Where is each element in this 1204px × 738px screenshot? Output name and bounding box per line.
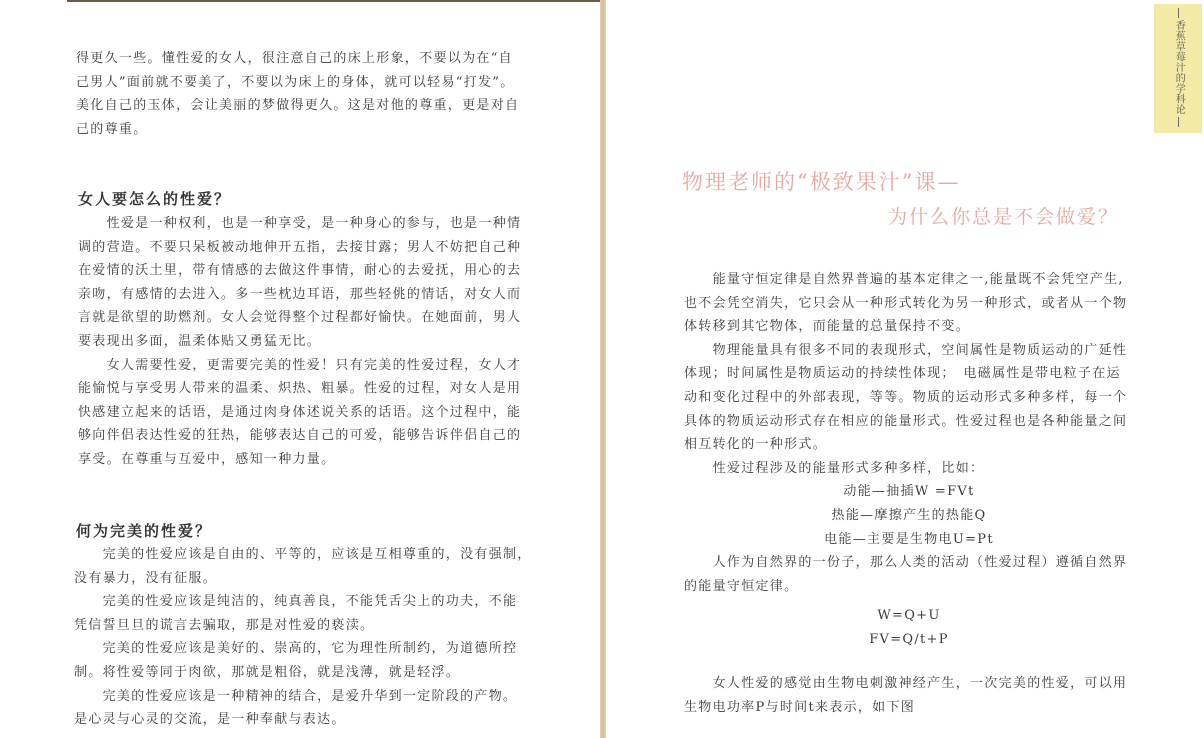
text-line: 体转移到其它物体，而能量的总量保持不变。: [684, 319, 971, 335]
text-line: 己男人”面前就不要美了，不要以为床上的身体，就可以轻易“打发”。: [76, 74, 515, 90]
text-line: 能愉悦与享受男人带来的温柔、炽热、粗暴。性爱的过程，对女人是用: [78, 381, 522, 397]
text-line: 人作为自然界的一份子，那么人类的活动（性爱过程）遵循自然界: [684, 555, 1128, 571]
intro-paragraph: [76, 47, 519, 141]
text-line: 女人需要性爱，更需要完美的性爱！只有完美的性爱过程，女人才: [78, 357, 522, 373]
side-tab-label: 香蕉草莓汁的学科论: [1173, 20, 1185, 115]
energy-item: 热能—摩擦产生的热能Q: [831, 507, 987, 523]
physics-paragraph: [684, 268, 1134, 652]
text-line: 相互转化的一种形式。: [684, 437, 828, 453]
text-line: 性爱过程涉及的能量形式多种多样，比如：: [684, 460, 985, 476]
left-page: [0, 0, 600, 738]
right-page: [606, 0, 1204, 738]
divider: [1178, 8, 1179, 18]
text-line: 得更久一些。懂性爱的女人，很注意自己的床上形象，不要以为在“自: [76, 51, 513, 66]
text-line: 动和变化过程中的外部表现，等等。物质的运动形式多种多样，每一个: [684, 389, 1128, 405]
text-line: 具体的物质运动形式存在相应的能量形式。性爱过程也是各种能量之间: [684, 413, 1128, 429]
text-line: 女人性爱的感觉由生物电刺激神经产生，一次完美的性爱，可以用: [684, 676, 1128, 691]
text-line: 完美的性爱应该是美好的、崇高的，它为理性所制约，为道德所控: [74, 641, 518, 657]
section-body: [74, 543, 532, 732]
text-line: 是心灵与心灵的交流，是一种奉献与表达。: [74, 712, 346, 728]
text-line: 物理能量具有很多不同的表现形式，空间属性是物质运动的广延性: [684, 342, 1128, 358]
text-line: 凭信誓旦旦的谎言去骗取，那是对性爱的亵渎。: [74, 617, 375, 633]
section-heading: 女人要怎么的性爱？: [78, 190, 232, 208]
text-line: 完美的性爱应该是自由的、平等的，应该是互相尊重的，没有强制，: [74, 547, 532, 562]
text-line: 亲吻，有感情的去进入。多一些枕边耳语，那些轻佻的情话，对女人而: [78, 286, 522, 302]
formula: W=Q+U: [877, 608, 941, 624]
text-line: 己的尊重。: [76, 121, 148, 137]
text-line: 的能量守恒定律。: [684, 578, 799, 594]
text-line: 完美的性爱应该是纯洁的，纯真善良，不能凭舌尖上的功夫，不能: [74, 594, 518, 610]
text-line: 也不会凭空消失，它只会从一种形式转化为另一种形式，或者从一个物: [684, 295, 1128, 311]
chapter-title: 物理老师的“极致果汁”课—: [682, 170, 961, 194]
section-heading: 何为完美的性爱？: [76, 522, 213, 540]
text-line: 美化自己的玉体，会让美丽的梦做得更久。这是对他的尊重，更是对自: [76, 98, 520, 114]
energy-item: 动能—抽插W =FVt: [843, 484, 975, 500]
section-body: [78, 212, 521, 472]
text-line: 没有暴力，没有征服。: [74, 570, 218, 586]
text-line: 在爱情的沃土里，带有情感的去做这件事情，耐心的去爱抚，用心的去: [78, 263, 522, 279]
text-line: 性爱是一种权利，也是一种享受，是一种身心的参与，也是一种情: [78, 216, 522, 231]
text-line: 要表现出多面，温柔体贴又勇猛无比。: [78, 333, 322, 349]
chapter-subtitle: 为什么你总是不会做爱？: [888, 206, 1120, 228]
side-tab: [1154, 4, 1202, 133]
text-line: 生物电功率P与时间t来表示，如下图: [684, 699, 916, 715]
text-line: 能量守恒定律是自然界普遍的基本定律之一,能量既不会凭空产生,: [684, 272, 1124, 287]
closing-paragraph: [684, 672, 1127, 719]
text-line: 快感建立起来的话语，是通过肉身体述说关系的话语。这个过程中，能: [78, 404, 522, 420]
text-line: 制。将性爱等同于肉欲，那就是粗俗，就是浅薄，就是轻浮。: [74, 664, 461, 680]
text-line: 调的营造。不要只呆板被动地伸开五指，去接甘露；男人不妨把自己种: [78, 239, 522, 255]
text-line: 享受。在尊重与互爱中，感知一种力量。: [78, 451, 336, 467]
text-line: 完美的性爱应该是一种精神的结合，是爱升华到一定阶段的产物。: [74, 688, 518, 704]
text-line: 言就是欲望的助燃剂。女人会觉得整个过程都好愉快。在她面前，男人: [78, 310, 522, 326]
formula: FV=Q/t+P: [869, 631, 949, 647]
energy-item: 电能—主要是生物电U=Pt: [824, 531, 994, 547]
text-line: 体现；时间属性是物质运动的持续性体现； 电磁属性是带电粒子在运: [684, 366, 1121, 382]
text-line: 够向伴侣表达性爱的狂热，能够表达自己的可爱，能够告诉伴侣自己的: [78, 428, 522, 444]
divider: [1178, 117, 1179, 127]
